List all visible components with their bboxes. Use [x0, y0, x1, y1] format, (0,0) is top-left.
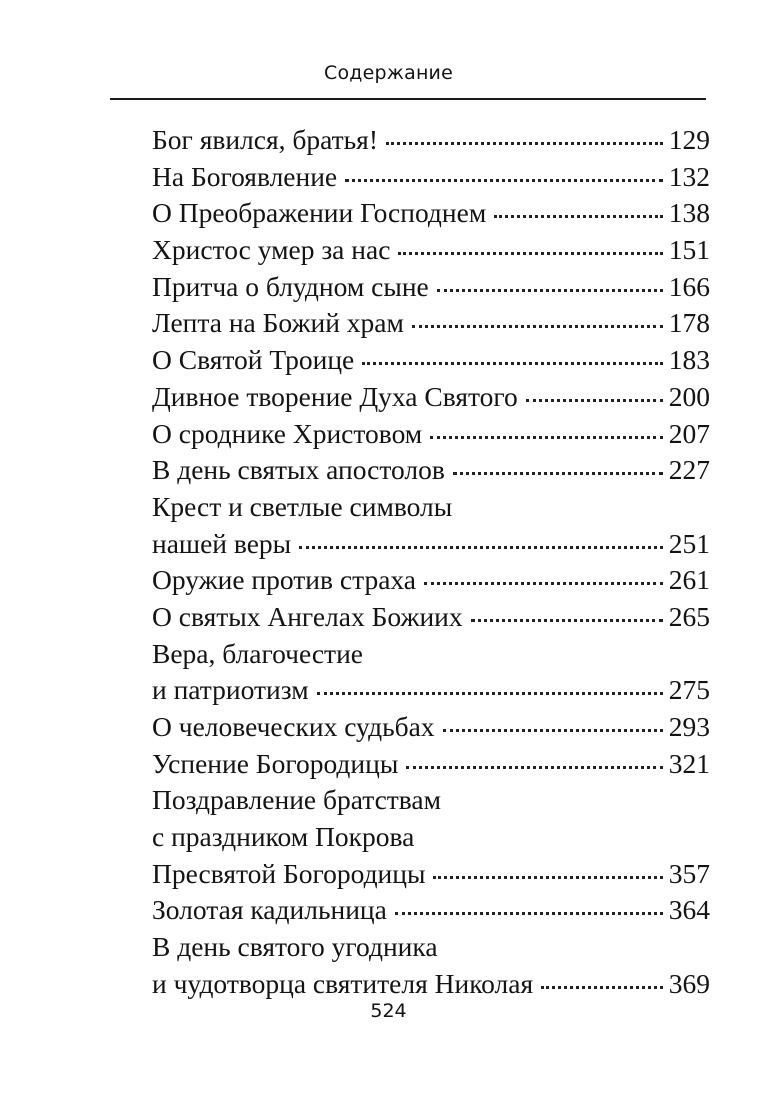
toc-entry-title: Бог явился, братья! — [152, 124, 378, 155]
toc-entry-line — [152, 746, 710, 783]
toc-entry-line — [152, 966, 710, 1003]
toc-entry-title: Крест и светлые символы — [152, 490, 453, 522]
toc-entry-title: Притча о блудном сыне — [152, 270, 429, 302]
dot-leader — [541, 986, 663, 989]
toc-entry — [152, 489, 710, 562]
toc-entry-title: Христос умер за нас — [152, 234, 391, 266]
toc-entry-page-number: 357 — [668, 857, 710, 889]
toc-entry-line — [152, 892, 710, 929]
toc-entry-title: В день святого угодника — [152, 931, 438, 963]
toc-entry — [152, 122, 710, 159]
toc-entry-page-number: 178 — [668, 307, 710, 339]
toc-entry-title: О святых Ангелах Божиих — [152, 600, 463, 632]
dot-leader — [471, 619, 663, 622]
toc-entry — [152, 599, 710, 636]
dot-leader — [395, 912, 663, 915]
toc-entry-page-number: 364 — [668, 894, 710, 926]
toc-entry — [152, 305, 710, 342]
toc-entry — [152, 709, 710, 746]
dot-leader — [299, 546, 663, 549]
toc-entry-title: Дивное творение Духа Святого — [152, 380, 518, 412]
toc-entry-page-number: 207 — [668, 417, 710, 449]
toc-entry-line — [152, 636, 710, 673]
dot-leader — [443, 729, 663, 732]
toc-entry-title: нашей веры — [152, 527, 292, 559]
toc-entry-line — [152, 379, 710, 416]
toc-entry-title: и чудотворца святителя Николая — [152, 967, 534, 999]
toc-entry-title: На Богоявление — [152, 160, 338, 192]
header-rule — [110, 98, 706, 100]
dot-leader — [433, 876, 662, 879]
toc-entry-page-number: 321 — [668, 747, 710, 779]
dot-leader — [526, 399, 663, 402]
toc-entry-line — [152, 269, 710, 306]
toc-entry-line — [152, 489, 710, 526]
dot-leader — [398, 252, 662, 255]
toc-entry-page-number: 261 — [668, 564, 710, 596]
toc-entry-title: О сроднике Христовом — [152, 417, 423, 449]
toc-entry-title: Вера, благочестие — [152, 637, 363, 669]
toc-entry-page-number: 251 — [668, 527, 710, 559]
dot-leader — [317, 692, 663, 695]
toc-entry-title: Успение Богородицы — [152, 747, 399, 779]
dot-leader — [424, 582, 663, 585]
toc-entry-line — [152, 819, 710, 856]
toc-entry — [152, 159, 710, 196]
toc-entry-title: Оружие против страха — [152, 564, 416, 596]
toc-entry-page-number: 265 — [668, 600, 710, 632]
toc-entry — [152, 416, 710, 453]
toc-entry — [152, 342, 710, 379]
toc-entry-line — [152, 599, 710, 636]
toc-entry-page-number: 151 — [668, 234, 710, 266]
toc-entry — [152, 746, 710, 783]
toc-entry-title: Поздравление братствам — [152, 784, 442, 816]
toc-entry — [152, 892, 710, 929]
page-number: 524 — [370, 1000, 407, 1022]
toc-entry-line — [152, 562, 710, 599]
dot-leader — [437, 289, 663, 292]
toc-entry-title: О человеческих судьбах — [152, 711, 435, 742]
table-of-contents — [152, 122, 710, 1003]
toc-entry — [152, 636, 710, 709]
toc-entry-line — [152, 709, 710, 746]
dot-leader — [345, 179, 663, 182]
toc-entry-line — [152, 342, 710, 379]
toc-entry-line — [152, 159, 710, 196]
toc-entry — [152, 232, 710, 269]
toc-entry — [152, 379, 710, 416]
toc-entry-page-number: 369 — [668, 967, 710, 999]
toc-entry — [152, 562, 710, 599]
toc-entry — [152, 195, 710, 232]
toc-entry-line — [152, 232, 710, 269]
toc-entry-page-number: 138 — [668, 197, 710, 229]
dot-leader — [430, 436, 663, 439]
toc-entry-line — [152, 526, 710, 563]
toc-entry-title: Золотая кадильница — [152, 894, 387, 926]
toc-entry-page-number: 227 — [668, 454, 710, 486]
toc-entry — [152, 782, 710, 892]
toc-entry-line — [152, 416, 710, 453]
toc-entry-line — [152, 856, 710, 893]
toc-entry-page-number: 275 — [668, 674, 710, 706]
dot-leader — [453, 472, 663, 475]
toc-entry-line — [152, 195, 710, 232]
toc-entry-line — [152, 782, 710, 819]
dot-leader — [406, 766, 662, 769]
toc-entry-page-number: 200 — [668, 380, 710, 412]
dot-leader — [362, 362, 663, 365]
toc-entry-title: В день святых апостолов — [152, 454, 445, 486]
toc-entry-page-number: 166 — [668, 270, 710, 302]
toc-entry-title: и патриотизм — [152, 674, 309, 706]
running-header: Содержание — [324, 62, 453, 84]
toc-entry-title: Лепта на Божий храм — [152, 307, 404, 339]
toc-entry-title: Пресвятой Богородицы — [152, 857, 426, 889]
toc-entry — [152, 452, 710, 489]
toc-entry — [152, 929, 710, 1002]
toc-entry-page-number: 183 — [668, 344, 710, 376]
dot-leader — [412, 325, 663, 328]
toc-entry — [152, 269, 710, 306]
dot-leader — [494, 215, 663, 218]
toc-entry-title: О Святой Троице — [152, 344, 355, 376]
toc-entry-page-number: 129 — [668, 124, 710, 155]
toc-entry-title: с праздником Покрова — [152, 821, 415, 853]
toc-entry-line — [152, 672, 710, 709]
toc-entry-line — [152, 929, 710, 966]
toc-entry-line — [152, 305, 710, 342]
dot-leader — [386, 142, 663, 145]
toc-entry-page-number: 132 — [668, 160, 710, 192]
toc-entry-line — [152, 452, 710, 489]
toc-entry-page-number: 293 — [668, 711, 710, 742]
toc-entry-line — [152, 122, 710, 159]
toc-entry-title: О Преображении Господнем — [152, 197, 487, 229]
